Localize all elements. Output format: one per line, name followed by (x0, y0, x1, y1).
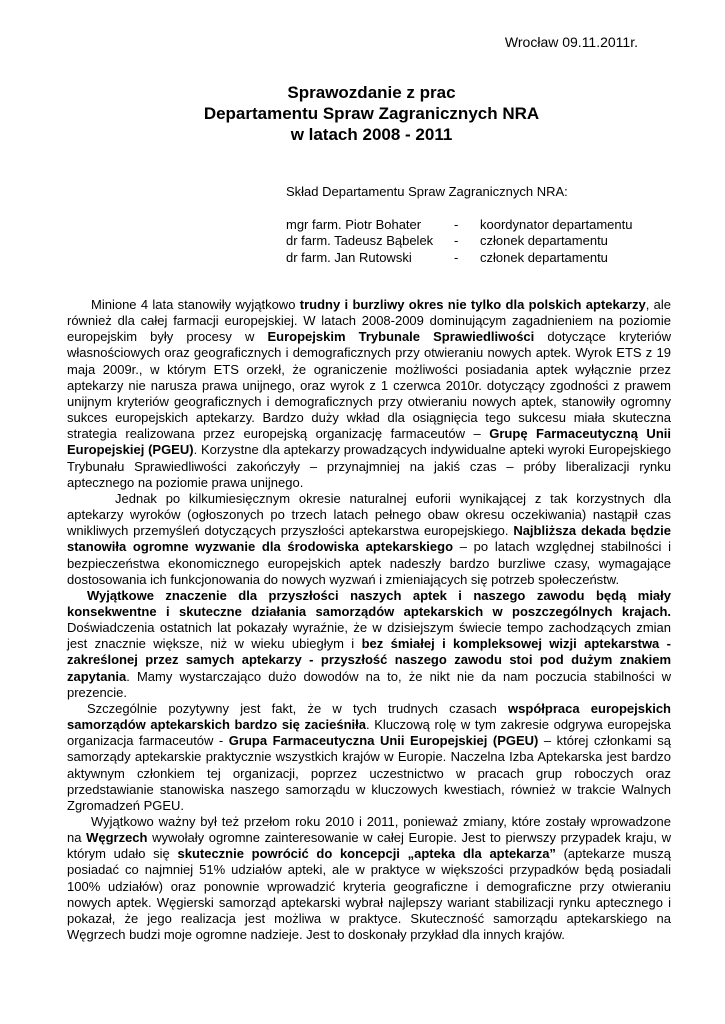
text-span: dotyczące kryteriów własnościowych oraz geograficznych i demograficznych przy otwieraniu nowych aptek. Wyrok ETS z 19 maja 2009r., w którym ETS orzekł, że ograniczenie możliwości posiadania aptek wyłącznie przez aptekarzy nie narusza prawa unijnego, oraz wyrok z 1 czerwca 2010r. dotyczący zgodności z prawem unijnym kryteriów geograficznych i demograficznych przy otwieraniu nowych aptek, stanowiły ogromny sukces europejskich aptekarzy. Bardzo duży wkład dla osiągnięcia tego sukcesu miała skuteczna strategia realizowana przez europejską organizację farmaceutów – (67, 329, 671, 442)
member-role: członek departamentu (480, 233, 608, 248)
text-span: , ale również dla całej farmacji europejskiej. W latach 2008-2009 dominującym zagadnieniem na poziomie europejskim były procesy w (67, 297, 671, 345)
text-span: . Kluczową rolę w tym zakresie odgrywa europejska organizacja farmaceutów - (67, 717, 671, 749)
text-span: . Mamy wystarczająco dużo dowodów na to, że nikt nie da nam poczucia stabilności w prezencie. (67, 668, 671, 700)
member-dash: - (454, 249, 459, 265)
member-dash: - (454, 233, 459, 248)
bold-span: Najbliższa dekada będzie stanowiła ogromne wyzwanie dla środowiska aptekarskiego (67, 523, 671, 555)
bold-span: Węgrzech (86, 830, 148, 846)
text-span: Wyjątkowo ważny był też przełom roku 2010 i 2011, ponieważ zmiany, które zostały wprowadzone na (67, 814, 671, 846)
text-span: Jednak po kilkumiesięcznym okresie naturalnej euforii wynikającej z tak korzystnych dla aptekarzy wyroków (ogłoszonych po trzech latach pełnego obaw okresu oczekiwania) nastąpił czas wnikliwych przemyśleń dotyczących przyszłości aptekarstwa europejskiego. (67, 490, 671, 539)
member-role: koordynator departamentu (480, 216, 633, 232)
bold-span: Wyjątkowe znaczenie dla przyszłości naszych aptek i naszego zawodu będą miały konsekwentne i skuteczne działania samorządów aptekarskich w poszczególnych krajach. (67, 587, 671, 619)
document-title (0, 82, 725, 145)
bold-span: trudny i burzliwy okres nie tylko dla polskich aptekarzy (299, 297, 646, 312)
title-line-2: Departamentu Spraw Zagranicznych NRA (203, 104, 540, 123)
member-row (286, 250, 632, 267)
member-dash: - (454, 216, 459, 232)
member-row (286, 233, 632, 250)
member-row (286, 217, 632, 234)
text-span: (aptekarze muszą posiadać co najmniej 51% udziałów apteki, ale w praktyce w większości przypadków będą posiadali 100% udziałów) oraz ponownie wprowadzić kryteria geograficzne i demograficzne przy otwieraniu nowych aptek. Węgierski samorząd aptekarski wybrał najlepszy wariant stabilizacji rynku aptecznego i pokazał, że jego realizacja jest możliwa w praktyce. Skuteczność samorządu aptekarskiego na Węgrzech budzi moje ogromne nadzieje. Jest to doskonały przykład dla innych krajów. (67, 846, 671, 943)
bold-span: bez śmiałej i kompleksowej wizji aptekarstwa - zakreślonej przez samych aptekarzy - przyszłość naszego zawodu stoi pod dużym znakiem zapytania (67, 636, 671, 684)
member-role: członek departamentu (480, 249, 608, 265)
paragraph-4 (67, 701, 671, 814)
text-span: – której członkami są samorządy aptekarskie praktycznie wszystkich krajów w Europie. Naczelna Izba Aptekarska jest bardzo aktywnym członkiem tej organizacji, poprzez uczestnictwo w pracach grup roboczych oraz przedstawianie stanowiska naszego samorządu w kluczowych kwestiach, również w trakcie Walnych Zgromadzeń PGEU. (67, 733, 671, 813)
member-name: mgr farm. Piotr Bohater (286, 216, 422, 232)
paragraph-2 (67, 491, 671, 588)
member-name: dr farm. Tadeusz Bąbelek (286, 233, 434, 248)
text-span: Szczególnie pozytywny jest fakt, że w tych trudnych czasach (87, 700, 509, 716)
text-span: – po latach względnej stabilności i bezpieczeństwa ekonomicznego europejskich aptek nadeszły bardzo burzliwe czasy, wymagające dostosowania ich funkcjonowania do nowych wyzwań i zmieniających się potrzeb społeczeństw. (67, 539, 671, 587)
title-line-1: Sprawozdanie z prac (287, 83, 456, 102)
text-span: Doświadczenia ostatnich lat pokazały wyraźnie, że w dzisiejszym świecie tempo zachodzących zmian jest znacznie większe, niż w wieku ubiegłym i (67, 620, 671, 652)
composition-heading: Skład Departamentu Spraw Zagranicznych NRA: (286, 184, 568, 199)
paragraph-3 (67, 588, 671, 701)
bold-span: Grupa Farmaceutyczna Unii Europejskiej (PGEU) (228, 733, 539, 749)
text-span: Minione 4 lata stanowiły wyjątkowo (91, 297, 300, 312)
department-composition (286, 184, 632, 266)
paragraph-1 (67, 297, 671, 491)
document-date: Wrocław 09.11.2011r. (504, 34, 638, 50)
paragraph-5 (67, 814, 671, 943)
bold-span: Grupę Farmaceutyczną Unii Europejskiej (PGEU) (67, 426, 671, 458)
text-span: wywołały ogromne zainteresowanie w całej Europie. Jest to pierwszy przypadek kraju, w którym udało się (67, 830, 671, 862)
bold-span: współpraca europejskich samorządów aptekarskich bardzo się zacieśniła (67, 700, 671, 733)
bold-span: Europejskim Trybunale Sprawiedliwości (267, 329, 535, 345)
member-name: dr farm. Jan Rutowski (286, 249, 412, 265)
title-line-3: w latach 2008 - 2011 (290, 125, 453, 144)
text-span: . Korzystne dla aptekarzy prowadzących indywidualne apteki wyroki Europejskiego Trybunału Sprawiedliwości zakończyły – przynajmniej na jakiś czas – próby liberalizacji rynku aptecznego na poziomie prawa unijnego. (67, 442, 671, 490)
report-body (67, 297, 671, 943)
bold-span: skutecznie powrócić do koncepcji „apteka dla aptekarza” (177, 846, 556, 862)
